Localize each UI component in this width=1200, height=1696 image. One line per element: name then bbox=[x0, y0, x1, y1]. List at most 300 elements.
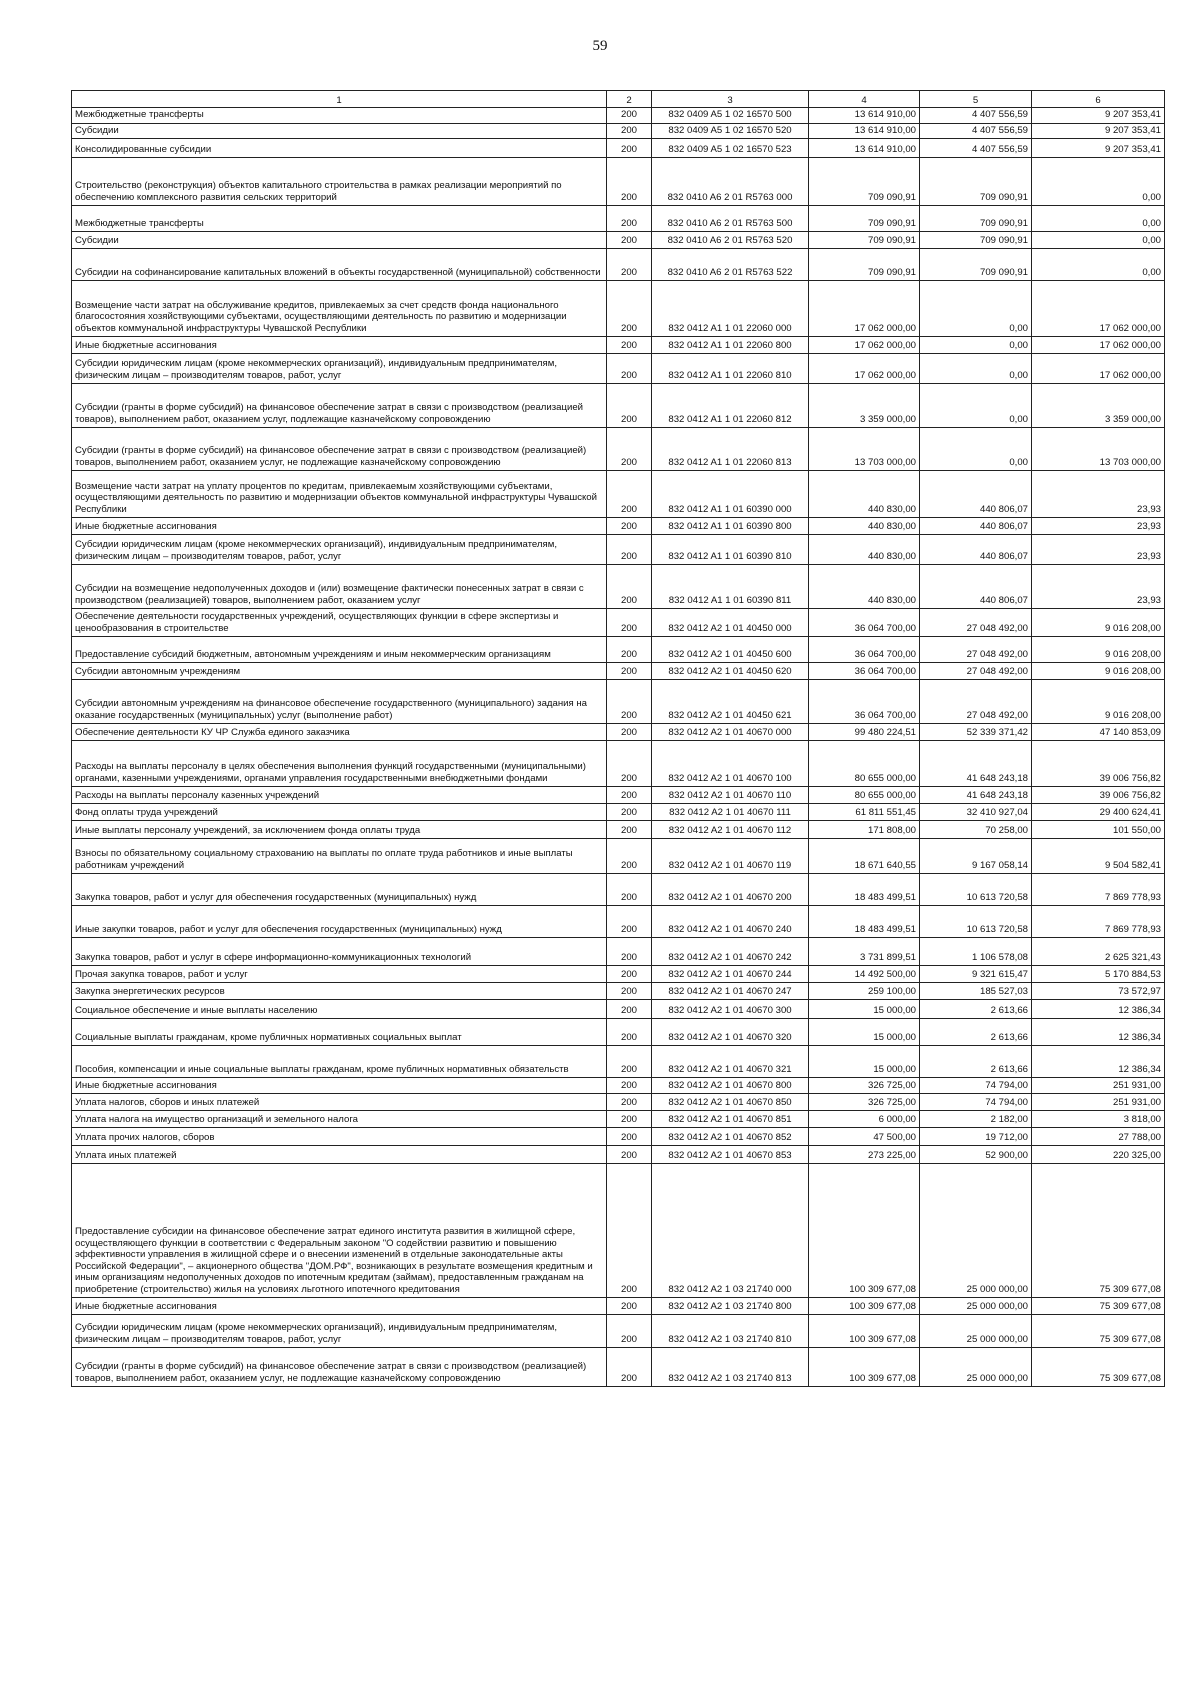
row-name-cell: Закупка товаров, работ и услуг для обеспечения государственных (муниципальных) нужд bbox=[72, 874, 607, 906]
row-col6-cell: 23,93 bbox=[1032, 518, 1165, 535]
row-classification-cell: 832 0412 A2 1 01 40670 850 bbox=[652, 1094, 809, 1111]
row-col6-cell: 47 140 853,09 bbox=[1032, 724, 1165, 741]
row-code-cell: 200 bbox=[607, 206, 652, 232]
table-row bbox=[72, 158, 1165, 206]
row-name-cell: Иные бюджетные ассигнования bbox=[72, 1298, 607, 1315]
row-col4-cell: 14 492 500,00 bbox=[809, 966, 920, 983]
row-col4-cell: 326 725,00 bbox=[809, 1078, 920, 1094]
page-number: 59 bbox=[592, 38, 608, 54]
table-row bbox=[72, 384, 1165, 428]
row-col4-cell: 36 064 700,00 bbox=[809, 609, 920, 637]
row-name-cell: Закупка товаров, работ и услуг в сфере информационно-коммуникационных технологий bbox=[72, 938, 607, 966]
row-classification-cell: 832 0412 A2 1 01 40670 000 bbox=[652, 724, 809, 741]
row-classification-cell: 832 0412 A2 1 01 40670 240 bbox=[652, 906, 809, 938]
table-row bbox=[72, 741, 1165, 787]
row-col6-cell: 12 386,34 bbox=[1032, 1046, 1165, 1078]
row-code-cell: 200 bbox=[607, 1128, 652, 1146]
row-code-cell: 200 bbox=[607, 535, 652, 565]
table-row bbox=[72, 1164, 1165, 1298]
row-col5-cell: 0,00 bbox=[920, 428, 1032, 471]
row-col6-cell: 73 572,97 bbox=[1032, 983, 1165, 1000]
row-col4-cell: 15 000,00 bbox=[809, 1019, 920, 1046]
row-col6-cell: 9 207 353,41 bbox=[1032, 139, 1165, 158]
header-col-1: 1 bbox=[72, 91, 607, 108]
row-name-cell: Прочая закупка товаров, работ и услуг bbox=[72, 966, 607, 983]
row-col4-cell: 61 811 551,45 bbox=[809, 804, 920, 821]
row-name-cell: Иные закупки товаров, работ и услуг для обеспечения государственных (муниципальных) нужд bbox=[72, 906, 607, 938]
row-code-cell: 200 bbox=[607, 281, 652, 337]
row-classification-cell: 832 0412 A2 1 01 40670 112 bbox=[652, 821, 809, 839]
table-row bbox=[72, 983, 1165, 1000]
row-col4-cell: 3 731 899,51 bbox=[809, 938, 920, 966]
row-name-cell: Субсидии юридическим лицам (кроме некоммерческих организаций), индивидуальным предпринимателям, физическим лицам – производителям товаров, работ, услуг bbox=[72, 1315, 607, 1348]
row-classification-cell: 832 0410 A6 2 01 R5763 500 bbox=[652, 206, 809, 232]
table-row bbox=[72, 637, 1165, 663]
table-row bbox=[72, 281, 1165, 337]
row-col6-cell: 9 016 208,00 bbox=[1032, 609, 1165, 637]
row-col6-cell: 220 325,00 bbox=[1032, 1146, 1165, 1164]
row-classification-cell: 832 0412 A2 1 01 40670 800 bbox=[652, 1078, 809, 1094]
row-code-cell: 200 bbox=[607, 874, 652, 906]
row-col4-cell: 99 480 224,51 bbox=[809, 724, 920, 741]
row-col4-cell: 100 309 677,08 bbox=[809, 1348, 920, 1387]
row-classification-cell: 832 0409 A5 1 02 16570 523 bbox=[652, 139, 809, 158]
row-classification-cell: 832 0412 A2 1 01 40670 321 bbox=[652, 1046, 809, 1078]
row-col4-cell: 3 359 000,00 bbox=[809, 384, 920, 428]
header-col-6: 6 bbox=[1032, 91, 1165, 108]
row-col5-cell: 74 794,00 bbox=[920, 1094, 1032, 1111]
row-col4-cell: 36 064 700,00 bbox=[809, 663, 920, 680]
table-row bbox=[72, 874, 1165, 906]
row-col5-cell: 25 000 000,00 bbox=[920, 1315, 1032, 1348]
row-name-cell: Обеспечение деятельности КУ ЧР Служба единого заказчика bbox=[72, 724, 607, 741]
row-name-cell: Социальные выплаты гражданам, кроме публичных нормативных социальных выплат bbox=[72, 1019, 607, 1046]
row-col4-cell: 326 725,00 bbox=[809, 1094, 920, 1111]
row-classification-cell: 832 0412 A2 1 01 40670 100 bbox=[652, 741, 809, 787]
row-col6-cell: 17 062 000,00 bbox=[1032, 281, 1165, 337]
row-col6-cell: 9 016 208,00 bbox=[1032, 637, 1165, 663]
row-name-cell: Субсидии юридическим лицам (кроме некоммерческих организаций), индивидуальным предпринимателям, физическим лицам – производителям товаров, работ, услуг bbox=[72, 535, 607, 565]
row-name-cell: Предоставление субсидии на финансовое обеспечение затрат единого института развития в жилищной сфере, осуществляющего функции в соответствии с Федеральным законом "О содействии развитию и повышению эффективности управления в жилищной сфере и о внесении изменений в отдельные законодательные акты Российской Федерации", – акционерного общества "ДОМ.РФ", возникающих в результате возмещения кредитным и иным организациям недополученных доходов по ипотечным кредитам (займам), предоставленным гражданам на приобретение (строительство) жилья на условиях льготного ипотечного кредитования bbox=[72, 1164, 607, 1298]
row-name-cell: Субсидии bbox=[72, 123, 607, 139]
row-col5-cell: 4 407 556,59 bbox=[920, 139, 1032, 158]
row-code-cell: 200 bbox=[607, 1078, 652, 1094]
row-classification-cell: 832 0412 A1 1 01 22060 000 bbox=[652, 281, 809, 337]
row-col5-cell: 27 048 492,00 bbox=[920, 680, 1032, 724]
row-classification-cell: 832 0412 A2 1 01 40670 851 bbox=[652, 1111, 809, 1128]
row-name-cell: Уплата иных платежей bbox=[72, 1146, 607, 1164]
row-col6-cell: 39 006 756,82 bbox=[1032, 741, 1165, 787]
row-col5-cell: 440 806,07 bbox=[920, 535, 1032, 565]
row-col5-cell: 2 613,66 bbox=[920, 1000, 1032, 1019]
row-col4-cell: 440 830,00 bbox=[809, 518, 920, 535]
table-row bbox=[72, 337, 1165, 354]
row-name-cell: Уплата налогов, сборов и иных платежей bbox=[72, 1094, 607, 1111]
row-classification-cell: 832 0410 A6 2 01 R5763 522 bbox=[652, 249, 809, 281]
row-classification-cell: 832 0412 A2 1 01 40670 200 bbox=[652, 874, 809, 906]
row-col5-cell: 9 321 615,47 bbox=[920, 966, 1032, 983]
table-row bbox=[72, 139, 1165, 158]
row-col5-cell: 25 000 000,00 bbox=[920, 1348, 1032, 1387]
table-row bbox=[72, 663, 1165, 680]
row-code-cell: 200 bbox=[607, 384, 652, 428]
row-code-cell: 200 bbox=[607, 1094, 652, 1111]
row-code-cell: 200 bbox=[607, 232, 652, 249]
row-classification-cell: 832 0410 A6 2 01 R5763 520 bbox=[652, 232, 809, 249]
row-col6-cell: 101 550,00 bbox=[1032, 821, 1165, 839]
table-row bbox=[72, 108, 1165, 124]
row-col5-cell: 25 000 000,00 bbox=[920, 1164, 1032, 1298]
row-name-cell: Закупка энергетических ресурсов bbox=[72, 983, 607, 1000]
header-col-2: 2 bbox=[607, 91, 652, 108]
table-row bbox=[72, 206, 1165, 232]
table-row bbox=[72, 906, 1165, 938]
row-classification-cell: 832 0412 A2 1 01 40670 300 bbox=[652, 1000, 809, 1019]
row-col4-cell: 13 614 910,00 bbox=[809, 108, 920, 124]
row-col6-cell: 2 625 321,43 bbox=[1032, 938, 1165, 966]
row-col6-cell: 75 309 677,08 bbox=[1032, 1315, 1165, 1348]
row-code-cell: 200 bbox=[607, 518, 652, 535]
row-code-cell: 200 bbox=[607, 1019, 652, 1046]
table-row bbox=[72, 609, 1165, 637]
table-row bbox=[72, 804, 1165, 821]
row-name-cell: Социальное обеспечение и иные выплаты населению bbox=[72, 1000, 607, 1019]
row-code-cell: 200 bbox=[607, 1046, 652, 1078]
row-classification-cell: 832 0412 A2 1 01 40670 320 bbox=[652, 1019, 809, 1046]
row-col4-cell: 17 062 000,00 bbox=[809, 281, 920, 337]
row-classification-cell: 832 0412 A1 1 01 22060 810 bbox=[652, 354, 809, 384]
row-col5-cell: 0,00 bbox=[920, 337, 1032, 354]
row-col4-cell: 17 062 000,00 bbox=[809, 354, 920, 384]
table-row bbox=[72, 1298, 1165, 1315]
row-code-cell: 200 bbox=[607, 1146, 652, 1164]
row-col6-cell: 9 207 353,41 bbox=[1032, 108, 1165, 124]
row-code-cell: 200 bbox=[607, 108, 652, 124]
row-col6-cell: 5 170 884,53 bbox=[1032, 966, 1165, 983]
row-classification-cell: 832 0409 A5 1 02 16570 500 bbox=[652, 108, 809, 124]
table-row bbox=[72, 232, 1165, 249]
row-classification-cell: 832 0412 A2 1 03 21740 813 bbox=[652, 1348, 809, 1387]
row-col4-cell: 100 309 677,08 bbox=[809, 1315, 920, 1348]
row-name-cell: Иные выплаты персоналу учреждений, за исключением фонда оплаты труда bbox=[72, 821, 607, 839]
header-col-4: 4 bbox=[809, 91, 920, 108]
row-name-cell: Расходы на выплаты персоналу в целях обеспечения выполнения функций государственными (муниципальными) органами, казенными учреждениями, органами управления государственными внебюджетными фондами bbox=[72, 741, 607, 787]
row-col6-cell: 29 400 624,41 bbox=[1032, 804, 1165, 821]
row-code-cell: 200 bbox=[607, 565, 652, 609]
row-name-cell: Уплата налога на имущество организаций и земельного налога bbox=[72, 1111, 607, 1128]
row-classification-cell: 832 0412 A1 1 01 22060 812 bbox=[652, 384, 809, 428]
row-classification-cell: 832 0412 A1 1 01 60390 811 bbox=[652, 565, 809, 609]
row-col6-cell: 3 359 000,00 bbox=[1032, 384, 1165, 428]
row-col6-cell: 9 504 582,41 bbox=[1032, 839, 1165, 874]
row-name-cell: Межбюджетные трансферты bbox=[72, 206, 607, 232]
row-code-cell: 200 bbox=[607, 839, 652, 874]
table-row bbox=[72, 1094, 1165, 1111]
row-col5-cell: 10 613 720,58 bbox=[920, 874, 1032, 906]
row-col5-cell: 27 048 492,00 bbox=[920, 663, 1032, 680]
row-col4-cell: 80 655 000,00 bbox=[809, 787, 920, 804]
row-code-cell: 200 bbox=[607, 123, 652, 139]
row-code-cell: 200 bbox=[607, 966, 652, 983]
row-name-cell: Возмещение части затрат на уплату процентов по кредитам, привлекаемым хозяйствующими субъектами, осуществляющими деятельность по развитию и модернизации объектов коммунальной инфраструктуры Чувашской Республики bbox=[72, 471, 607, 518]
table-row bbox=[72, 354, 1165, 384]
row-col5-cell: 10 613 720,58 bbox=[920, 906, 1032, 938]
row-name-cell: Межбюджетные трансферты bbox=[72, 108, 607, 124]
row-col4-cell: 6 000,00 bbox=[809, 1111, 920, 1128]
row-col5-cell: 440 806,07 bbox=[920, 471, 1032, 518]
row-col6-cell: 17 062 000,00 bbox=[1032, 337, 1165, 354]
row-col6-cell: 7 869 778,93 bbox=[1032, 874, 1165, 906]
row-col5-cell: 25 000 000,00 bbox=[920, 1298, 1032, 1315]
row-code-cell: 200 bbox=[607, 1298, 652, 1315]
row-col5-cell: 74 794,00 bbox=[920, 1078, 1032, 1094]
table-row bbox=[72, 1348, 1165, 1387]
row-col4-cell: 47 500,00 bbox=[809, 1128, 920, 1146]
row-code-cell: 200 bbox=[607, 906, 652, 938]
row-col6-cell: 27 788,00 bbox=[1032, 1128, 1165, 1146]
row-col5-cell: 709 090,91 bbox=[920, 232, 1032, 249]
row-code-cell: 200 bbox=[607, 663, 652, 680]
row-code-cell: 200 bbox=[607, 139, 652, 158]
row-col5-cell: 0,00 bbox=[920, 354, 1032, 384]
row-classification-cell: 832 0412 A2 1 01 40450 620 bbox=[652, 663, 809, 680]
row-col5-cell: 0,00 bbox=[920, 384, 1032, 428]
row-name-cell: Субсидии автономным учреждениям на финансовое обеспечение государственного (муниципального) задания на оказание государственных (муниципальных) услуг (выполнение работ) bbox=[72, 680, 607, 724]
row-col4-cell: 36 064 700,00 bbox=[809, 680, 920, 724]
row-code-cell: 200 bbox=[607, 804, 652, 821]
row-col4-cell: 709 090,91 bbox=[809, 206, 920, 232]
table-row bbox=[72, 724, 1165, 741]
row-code-cell: 200 bbox=[607, 337, 652, 354]
row-col6-cell: 7 869 778,93 bbox=[1032, 906, 1165, 938]
row-col5-cell: 41 648 243,18 bbox=[920, 741, 1032, 787]
row-name-cell: Возмещение части затрат на обслуживание кредитов, привлекаемых за счет средств фонда национального благосостояния хозяйствующими субъектами, осуществляющими деятельность по развитию и модернизации объектов коммунальной инфраструктуры Чувашской Республики bbox=[72, 281, 607, 337]
row-col4-cell: 709 090,91 bbox=[809, 158, 920, 206]
row-code-cell: 200 bbox=[607, 1000, 652, 1019]
row-col5-cell: 27 048 492,00 bbox=[920, 609, 1032, 637]
row-col4-cell: 440 830,00 bbox=[809, 471, 920, 518]
row-col6-cell: 0,00 bbox=[1032, 206, 1165, 232]
table-row bbox=[72, 565, 1165, 609]
row-col5-cell: 709 090,91 bbox=[920, 158, 1032, 206]
row-col4-cell: 18 483 499,51 bbox=[809, 906, 920, 938]
row-col6-cell: 9 016 208,00 bbox=[1032, 680, 1165, 724]
row-code-cell: 200 bbox=[607, 1111, 652, 1128]
row-col4-cell: 171 808,00 bbox=[809, 821, 920, 839]
row-col6-cell: 9 207 353,41 bbox=[1032, 123, 1165, 139]
row-col5-cell: 9 167 058,14 bbox=[920, 839, 1032, 874]
row-classification-cell: 832 0412 A2 1 03 21740 800 bbox=[652, 1298, 809, 1315]
row-code-cell: 200 bbox=[607, 938, 652, 966]
row-col5-cell: 2 613,66 bbox=[920, 1046, 1032, 1078]
row-col5-cell: 709 090,91 bbox=[920, 249, 1032, 281]
table-row bbox=[72, 1000, 1165, 1019]
row-col5-cell: 27 048 492,00 bbox=[920, 637, 1032, 663]
row-col4-cell: 80 655 000,00 bbox=[809, 741, 920, 787]
row-col5-cell: 19 712,00 bbox=[920, 1128, 1032, 1146]
row-col6-cell: 23,93 bbox=[1032, 471, 1165, 518]
row-col4-cell: 100 309 677,08 bbox=[809, 1298, 920, 1315]
row-col6-cell: 0,00 bbox=[1032, 249, 1165, 281]
row-col5-cell: 52 900,00 bbox=[920, 1146, 1032, 1164]
row-code-cell: 200 bbox=[607, 471, 652, 518]
row-code-cell: 200 bbox=[607, 1315, 652, 1348]
row-classification-cell: 832 0412 A1 1 01 60390 800 bbox=[652, 518, 809, 535]
row-classification-cell: 832 0412 A2 1 01 40670 244 bbox=[652, 966, 809, 983]
row-name-cell: Расходы на выплаты персоналу казенных учреждений bbox=[72, 787, 607, 804]
row-code-cell: 200 bbox=[607, 680, 652, 724]
row-code-cell: 200 bbox=[607, 821, 652, 839]
row-col6-cell: 251 931,00 bbox=[1032, 1078, 1165, 1094]
header-col-5: 5 bbox=[920, 91, 1032, 108]
row-col4-cell: 709 090,91 bbox=[809, 232, 920, 249]
row-col6-cell: 0,00 bbox=[1032, 232, 1165, 249]
table-row bbox=[72, 821, 1165, 839]
row-name-cell: Субсидии (гранты в форме субсидий) на финансовое обеспечение затрат в связи с производством (реализацией) товаров, выполнением работ, оказанием услуг, не подлежащие казначейскому сопровождению bbox=[72, 428, 607, 471]
row-classification-cell: 832 0412 A2 1 01 40450 600 bbox=[652, 637, 809, 663]
row-col5-cell: 440 806,07 bbox=[920, 518, 1032, 535]
table-row bbox=[72, 428, 1165, 471]
header-col-3: 3 bbox=[652, 91, 809, 108]
row-name-cell: Субсидии на софинансирование капитальных вложений в объекты государственной (муниципальной) собственности bbox=[72, 249, 607, 281]
row-classification-cell: 832 0412 A2 1 01 40670 111 bbox=[652, 804, 809, 821]
table-row bbox=[72, 680, 1165, 724]
row-col6-cell: 13 703 000,00 bbox=[1032, 428, 1165, 471]
row-name-cell: Иные бюджетные ассигнования bbox=[72, 518, 607, 535]
row-col5-cell: 41 648 243,18 bbox=[920, 787, 1032, 804]
row-col4-cell: 18 483 499,51 bbox=[809, 874, 920, 906]
row-code-cell: 200 bbox=[607, 741, 652, 787]
table-row bbox=[72, 1128, 1165, 1146]
row-classification-cell: 832 0412 A2 1 01 40670 247 bbox=[652, 983, 809, 1000]
row-classification-cell: 832 0412 A1 1 01 60390 810 bbox=[652, 535, 809, 565]
row-name-cell: Пособия, компенсации и иные социальные выплаты гражданам, кроме публичных нормативных обязательств bbox=[72, 1046, 607, 1078]
row-col5-cell: 185 527,03 bbox=[920, 983, 1032, 1000]
row-col5-cell: 1 106 578,08 bbox=[920, 938, 1032, 966]
row-code-cell: 200 bbox=[607, 428, 652, 471]
row-classification-cell: 832 0412 A2 1 01 40670 242 bbox=[652, 938, 809, 966]
row-col5-cell: 440 806,07 bbox=[920, 565, 1032, 609]
table-row bbox=[72, 535, 1165, 565]
row-col4-cell: 15 000,00 bbox=[809, 1000, 920, 1019]
row-classification-cell: 832 0409 A5 1 02 16570 520 bbox=[652, 123, 809, 139]
row-col5-cell: 2 613,66 bbox=[920, 1019, 1032, 1046]
table-body bbox=[72, 108, 1165, 1387]
row-classification-cell: 832 0412 A2 1 03 21740 000 bbox=[652, 1164, 809, 1298]
row-classification-cell: 832 0412 A2 1 01 40670 110 bbox=[652, 787, 809, 804]
row-col6-cell: 23,93 bbox=[1032, 535, 1165, 565]
row-code-cell: 200 bbox=[607, 158, 652, 206]
budget-table bbox=[71, 90, 1165, 1387]
row-code-cell: 200 bbox=[607, 354, 652, 384]
row-code-cell: 200 bbox=[607, 983, 652, 1000]
table-row bbox=[72, 966, 1165, 983]
row-name-cell: Фонд оплаты труда учреждений bbox=[72, 804, 607, 821]
row-code-cell: 200 bbox=[607, 724, 652, 741]
table-row bbox=[72, 787, 1165, 804]
row-name-cell: Иные бюджетные ассигнования bbox=[72, 1078, 607, 1094]
row-col6-cell: 251 931,00 bbox=[1032, 1094, 1165, 1111]
table-row bbox=[72, 471, 1165, 518]
row-col4-cell: 440 830,00 bbox=[809, 565, 920, 609]
row-col4-cell: 273 225,00 bbox=[809, 1146, 920, 1164]
row-name-cell: Субсидии автономным учреждениям bbox=[72, 663, 607, 680]
row-name-cell: Обеспечение деятельности государственных учреждений, осуществляющих функции в сфере экспертизы и ценообразования в строительстве bbox=[72, 609, 607, 637]
row-classification-cell: 832 0412 A2 1 01 40450 000 bbox=[652, 609, 809, 637]
row-col6-cell: 75 309 677,08 bbox=[1032, 1348, 1165, 1387]
row-col5-cell: 2 182,00 bbox=[920, 1111, 1032, 1128]
row-classification-cell: 832 0410 A6 2 01 R5763 000 bbox=[652, 158, 809, 206]
table-row bbox=[72, 1078, 1165, 1094]
row-code-cell: 200 bbox=[607, 609, 652, 637]
row-name-cell: Взносы по обязательному социальному страхованию на выплаты по оплате труда работников и иные выплаты работникам учреждений bbox=[72, 839, 607, 874]
row-col4-cell: 100 309 677,08 bbox=[809, 1164, 920, 1298]
table-row bbox=[72, 938, 1165, 966]
row-col4-cell: 18 671 640,55 bbox=[809, 839, 920, 874]
row-col4-cell: 440 830,00 bbox=[809, 535, 920, 565]
row-col5-cell: 52 339 371,42 bbox=[920, 724, 1032, 741]
row-col6-cell: 39 006 756,82 bbox=[1032, 787, 1165, 804]
row-col4-cell: 13 703 000,00 bbox=[809, 428, 920, 471]
row-col5-cell: 70 258,00 bbox=[920, 821, 1032, 839]
row-classification-cell: 832 0412 A2 1 03 21740 810 bbox=[652, 1315, 809, 1348]
row-name-cell: Субсидии (гранты в форме субсидий) на финансовое обеспечение затрат в связи с производством (реализацией) товаров, выполнением работ, оказанием услуг, не подлежащие казначейскому сопровождению bbox=[72, 1348, 607, 1387]
row-name-cell: Субсидии юридическим лицам (кроме некоммерческих организаций), индивидуальным предпринимателям, физическим лицам – производителям товаров, работ, услуг bbox=[72, 354, 607, 384]
row-col5-cell: 4 407 556,59 bbox=[920, 123, 1032, 139]
table-row bbox=[72, 1019, 1165, 1046]
row-code-cell: 200 bbox=[607, 787, 652, 804]
row-classification-cell: 832 0412 A2 1 01 40670 852 bbox=[652, 1128, 809, 1146]
row-col6-cell: 23,93 bbox=[1032, 565, 1165, 609]
row-code-cell: 200 bbox=[607, 249, 652, 281]
row-col6-cell: 3 818,00 bbox=[1032, 1111, 1165, 1128]
row-code-cell: 200 bbox=[607, 1164, 652, 1298]
table-row bbox=[72, 1111, 1165, 1128]
table-row bbox=[72, 1146, 1165, 1164]
table-row bbox=[72, 123, 1165, 139]
row-code-cell: 200 bbox=[607, 637, 652, 663]
table-row bbox=[72, 1315, 1165, 1348]
row-col6-cell: 75 309 677,08 bbox=[1032, 1298, 1165, 1315]
row-name-cell: Субсидии (гранты в форме субсидий) на финансовое обеспечение затрат в связи с производством (реализацией товаров), выполнением работ, оказанием услуг, подлежащие казначейскому сопровождению bbox=[72, 384, 607, 428]
table-row bbox=[72, 249, 1165, 281]
row-col4-cell: 36 064 700,00 bbox=[809, 637, 920, 663]
row-col4-cell: 709 090,91 bbox=[809, 249, 920, 281]
row-col6-cell: 17 062 000,00 bbox=[1032, 354, 1165, 384]
row-name-cell: Иные бюджетные ассигнования bbox=[72, 337, 607, 354]
header-row bbox=[72, 91, 1165, 108]
row-col4-cell: 17 062 000,00 bbox=[809, 337, 920, 354]
row-name-cell: Уплата прочих налогов, сборов bbox=[72, 1128, 607, 1146]
row-name-cell: Субсидии bbox=[72, 232, 607, 249]
row-col4-cell: 13 614 910,00 bbox=[809, 123, 920, 139]
table-row bbox=[72, 518, 1165, 535]
row-col6-cell: 0,00 bbox=[1032, 158, 1165, 206]
row-name-cell: Предоставление субсидий бюджетным, автономным учреждениям и иным некоммерческим организациям bbox=[72, 637, 607, 663]
row-col5-cell: 4 407 556,59 bbox=[920, 108, 1032, 124]
row-col4-cell: 13 614 910,00 bbox=[809, 139, 920, 158]
row-classification-cell: 832 0412 A1 1 01 22060 800 bbox=[652, 337, 809, 354]
row-classification-cell: 832 0412 A2 1 01 40450 621 bbox=[652, 680, 809, 724]
row-col5-cell: 32 410 927,04 bbox=[920, 804, 1032, 821]
row-col6-cell: 75 309 677,08 bbox=[1032, 1164, 1165, 1298]
row-name-cell: Строительство (реконструкция) объектов капитального строительства в рамках реализации мероприятий по обеспечению комплексного развития сельских территорий bbox=[72, 158, 607, 206]
row-classification-cell: 832 0412 A2 1 01 40670 119 bbox=[652, 839, 809, 874]
row-col4-cell: 259 100,00 bbox=[809, 983, 920, 1000]
row-col6-cell: 9 016 208,00 bbox=[1032, 663, 1165, 680]
row-col6-cell: 12 386,34 bbox=[1032, 1019, 1165, 1046]
row-classification-cell: 832 0412 A2 1 01 40670 853 bbox=[652, 1146, 809, 1164]
